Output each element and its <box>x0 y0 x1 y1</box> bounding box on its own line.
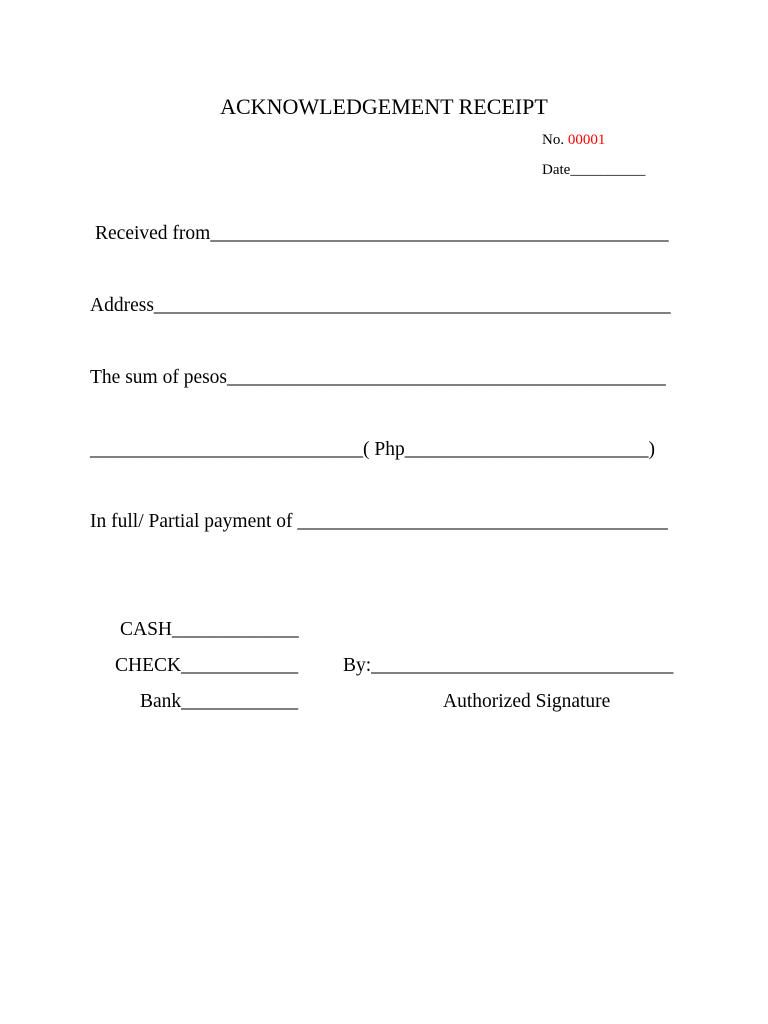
receipt-number-label: No. <box>542 132 565 148</box>
authorized-signature-label: Authorized Signature <box>443 691 611 712</box>
amount-php-line: ____________________________( Php_________________________) <box>90 439 655 460</box>
check-line: CHECK____________ <box>115 655 299 676</box>
receipt-number-value: 00001 <box>567 132 606 148</box>
payment-line: In full/ Partial payment of ______________________________________ <box>90 511 668 532</box>
sum-of-pesos-line: The sum of pesos_____________________________________________ <box>90 367 666 388</box>
by-signature-line: By:_______________________________ <box>343 655 674 676</box>
date-line: Date__________ <box>542 162 646 178</box>
receipt-number <box>542 133 605 148</box>
address-line: Address_____________________________________________________ <box>90 295 671 316</box>
bank-line: Bank____________ <box>140 691 299 712</box>
received-from-line: Received from_______________________________________________ <box>95 223 669 244</box>
receipt-title: ACKNOWLEDGEMENT RECEIPT <box>220 94 548 119</box>
cash-line: CASH_____________ <box>120 619 299 640</box>
